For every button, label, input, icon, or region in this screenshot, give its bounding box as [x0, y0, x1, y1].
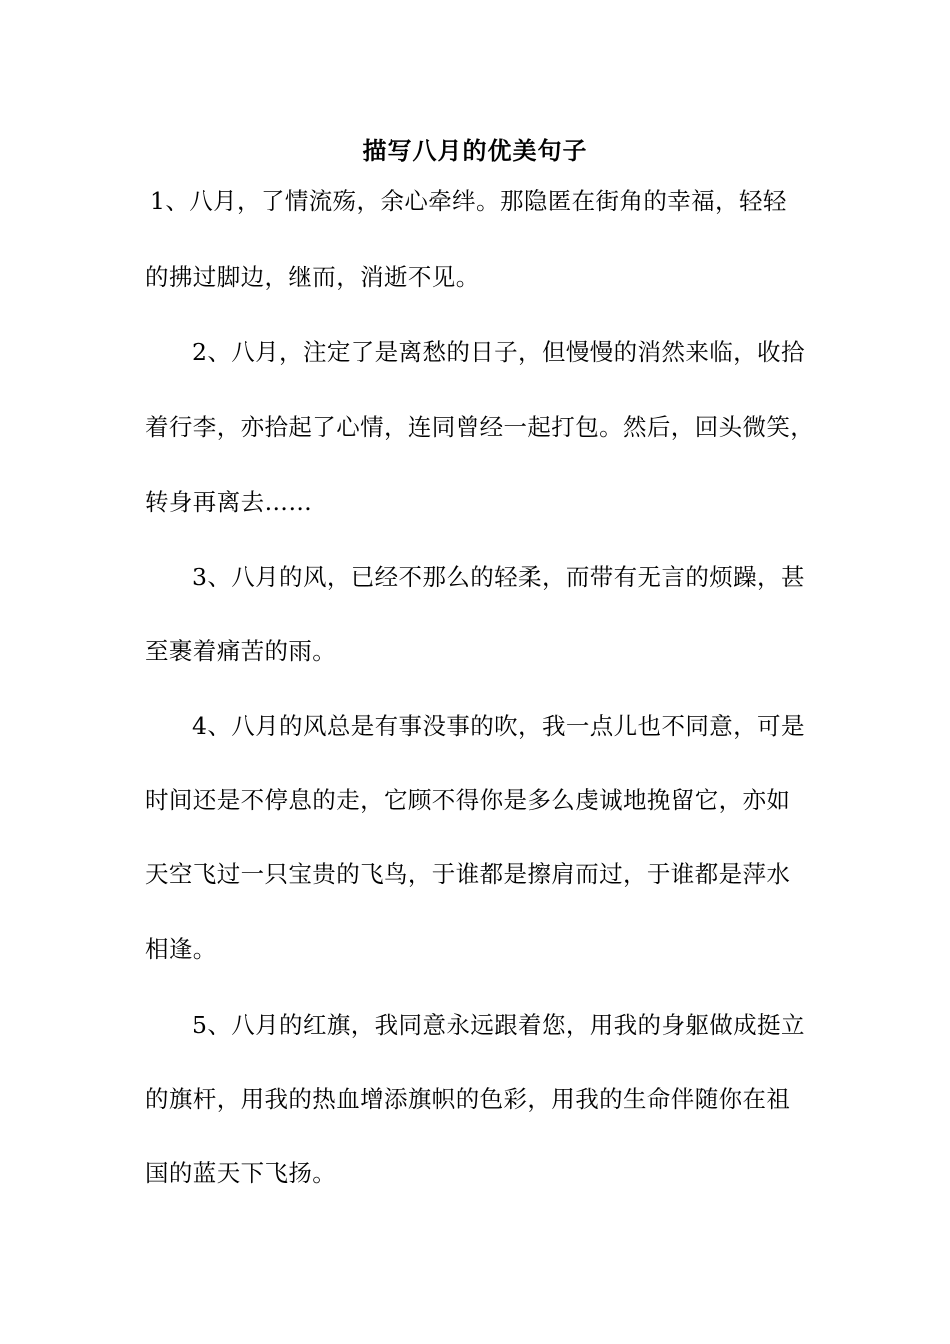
paragraph-5-line-1: 5、八月的红旗，我同意永远跟着您，用我的身躯做成挺立 [192, 1011, 805, 1039]
paragraph-2-line-2: 着行李，亦拾起了心情，连同曾经一起打包。然后，回头微笑， [145, 413, 815, 441]
paragraph-4-line-1: 4、八月的风总是有事没事的吹，我一点儿也不同意，可是 [192, 712, 805, 740]
paragraph-3-line-2: 至裹着痛苦的雨。 [145, 637, 337, 665]
paragraph-4-line-3: 天空飞过一只宝贵的飞鸟，于谁都是擦肩而过，于谁都是萍水 [145, 860, 791, 888]
paragraph-4-line-2: 时间还是不停息的走，它顾不得你是多么虔诚地挽留它，亦如 [145, 786, 791, 814]
paragraph-2-line-3: 转身再离去…… [145, 488, 313, 516]
paragraph-4-line-4: 相逢。 [145, 935, 217, 963]
page-title: 描写八月的优美句子 [362, 136, 588, 165]
paragraph-3-line-1: 3、八月的风，已经不那么的轻柔，而带有无言的烦躁，甚 [192, 563, 805, 591]
paragraph-1-line-1: 1、八月，了情流殇，余心牵绊。那隐匿在街角的幸福，轻轻 [150, 187, 787, 215]
paragraph-5-line-3: 国的蓝天下飞扬。 [145, 1159, 337, 1187]
paragraph-5-line-2: 的旗杆，用我的热血增添旗帜的色彩，用我的生命伴随你在祖 [145, 1085, 791, 1113]
paragraph-2-line-1: 2、八月，注定了是离愁的日子，但慢慢的消然来临，收拾 [192, 338, 805, 366]
paragraph-1-line-2: 的拂过脚边，继而，消逝不见。 [145, 263, 480, 291]
